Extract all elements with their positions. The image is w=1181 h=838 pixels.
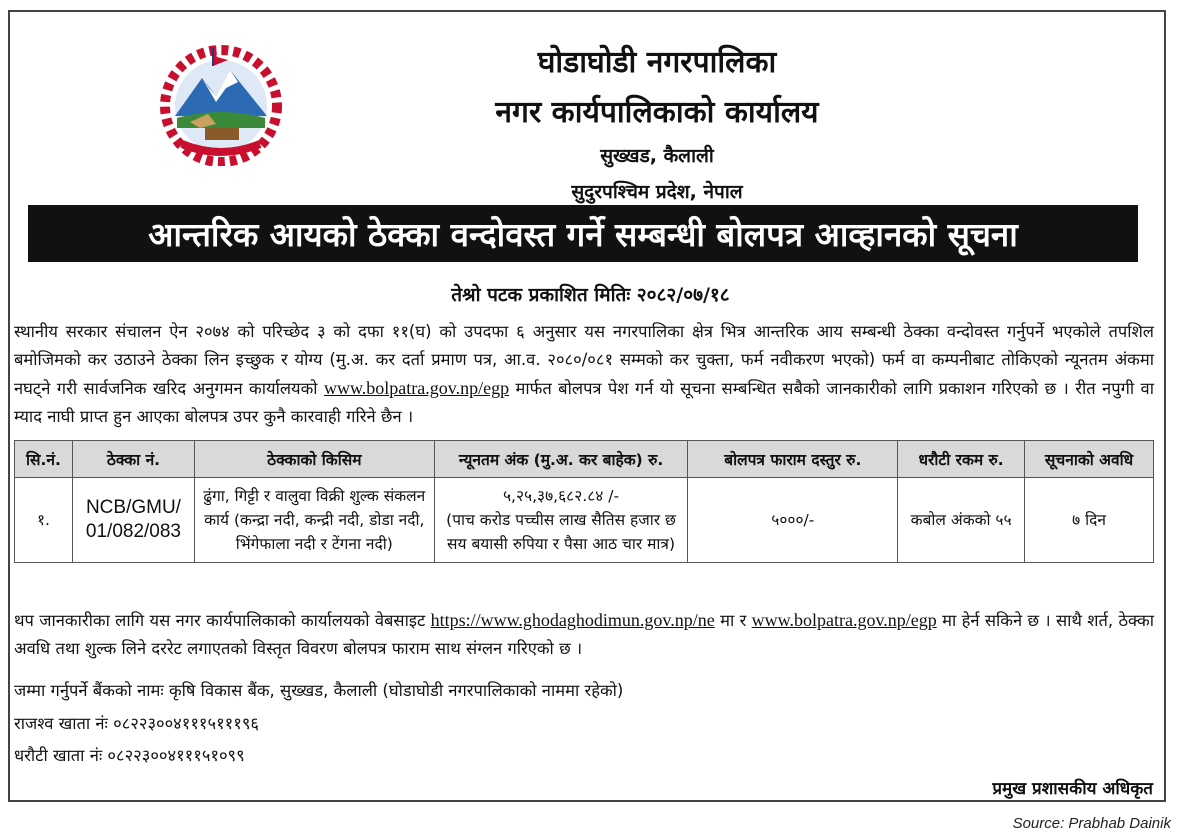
intro-text-1: स्थानीय सरकार संचालन ऐन २०७४ को परिच्छेद ३ को दफा ११(घ) को उपदफा ६ अनुसार यस नगरपालिका क्षेत्र भित्र आन्तरिक आय सम्बन्धी ठेक्का वन्दोवस्त गर्नुपर्ने भएकोले तपशिल बमोजिमको कर उठाउने ठेक्का लिन इच्छुक र योग्य (मु.अ. कर दर्ता प्रमाण पत्र, आ.व. २०८०/०८१ सम्मको कर चुक्ता, फर्म नवीकरण भएको) फर्म वा कम्पनीबाट तोकिएको न्यूनतम अंकमा नघट्ने गरी सार्वजनिक खरिद अनुगमन कार्यालयको [14,322,1154,398]
header-code: ठेक्का नं. [72,441,194,478]
cell-type: ढुंगा, गिट्टी र वालुवा विक्री शुल्क संकलन कार्य (कन्द्रा नदी, कन्द्री नदी, डोडा नदी, भिंगेफाला नदी र टेंगना नदी) [194,478,434,563]
header-deposit: धरौटी रकम रु. [898,441,1025,478]
header-sn: सि.नं. [15,441,73,478]
bolpatra-link[interactable]: www.bolpatra.gov.np/egp [323,378,510,398]
revenue-account-line: राजश्व खाता नंः ०८२२३००४१११५१११९६ [14,714,259,733]
min-amount-words: (पाच करोड पच्चीस लाख सैतिस हजार छ सय बयासी रुपिया र पैसा आठ चार मात्र) [446,511,676,553]
publication-date: तेश्रो पटक प्रकाशित मितिः २०८२/०७/१८ [451,284,730,306]
municipality-name: घोडाघोडी नगरपालिका [537,45,777,80]
table-row [15,478,1154,563]
info-text-3: मा हेर्न सकिने छ । साथै शर्त, ठेक्का अवधि तथा शुल्क लिने दररेट लगाएतको विस्तृत विवरण बोलपत्र फाराम साथ संग्लन गरिएको छ । [14,611,1154,658]
office-location: सुख्खड, कैलाली [600,145,714,167]
office-province: सुदुरपश्चिम प्रदेश, नेपाल [571,181,743,203]
cell-sn: १. [15,478,73,563]
header-duration: सूचनाको अवधि [1025,441,1154,478]
intro-text-2: मार्फत बोलपत्र पेश गर्न यो सूचना सम्बन्धित सबैको जानकारीको लागि प्रकाशन गरिएको छ । रीत नपुगी वा म्याद नाघी प्राप्त हुन आएका बोलपत्र उपर कुनै कारवाही गरिने छैन । [14,379,1154,426]
info-paragraph [14,606,1154,663]
notice-title-banner [28,205,1138,262]
header-form-fee: बोलपत्र फाराम दस्तुर रु. [688,441,898,478]
bolpatra-egp-link[interactable]: www.bolpatra.gov.np/egp [751,610,937,630]
cell-deposit: कबोल अंकको ५५ [898,478,1025,563]
municipality-website-link[interactable]: https://www.ghodaghodimun.gov.np/ne [430,610,715,630]
intro-paragraph [14,318,1154,431]
tender-table [14,440,1154,563]
signatory-title: प्रमुख प्रशासकीय अधिकृत [992,779,1153,799]
header-type: ठेक्काको किसिम [194,441,434,478]
cell-min-amount [434,478,688,563]
cell-form-fee: ५०००/- [688,478,898,563]
header-min-amount: न्यूनतम अंक (मु.अ. कर बाहेक) रु. [434,441,688,478]
cell-code: NCB/GMU/ 01/082/083 [72,478,194,563]
notice-title: आन्तरिक आयको ठेक्का वन्दोवस्त गर्ने सम्बन्धी बोलपत्र आव्हानको सूचना [148,215,1018,254]
deposit-account-line: धरौटी खाता नंः ०८२२३००४१११५१०९९ [14,746,245,765]
source-credit: Source: Prabhab Dainik [1012,815,1171,832]
info-text-2: मा र [714,611,752,630]
min-amount-figure: ५,२५,३७,६८२.८४ /- [503,487,620,505]
info-text-1: थप जानकारीका लागि यस नगर कार्यपालिकाको कार्यालयको वेबसाइट [14,611,431,630]
office-name: नगर कार्यपालिकाको कार्यालय [495,95,819,130]
bank-name-line: जम्मा गर्नुपर्ने बैंकको नामः कृषि विकास बैंक, सुख्खड, कैलाली (घोडाघोडी नगरपालिकाको नाममा रहेको) [14,681,624,700]
table-header-row [15,441,1154,478]
cell-duration: ७ दिन [1025,478,1154,563]
